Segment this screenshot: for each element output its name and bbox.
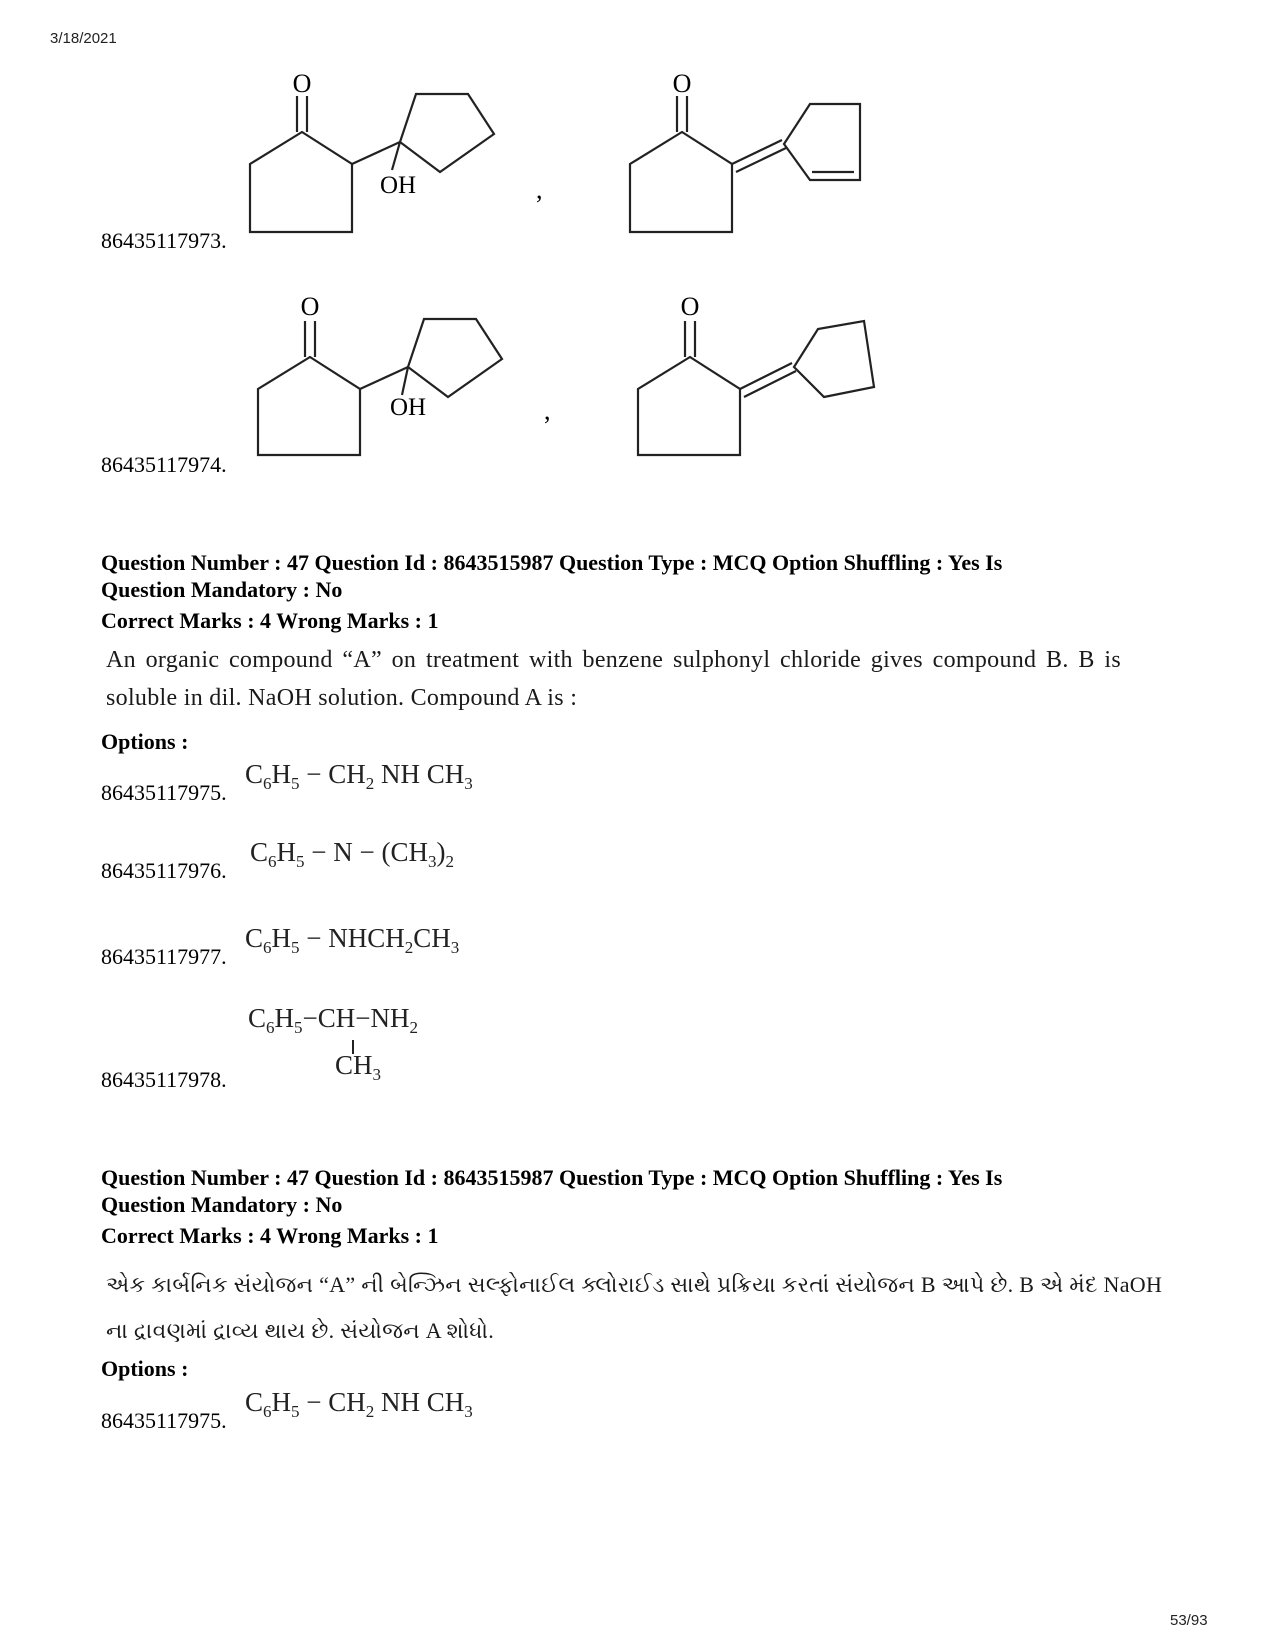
option-formula-branch: $CH_3$ <box>335 1050 382 1084</box>
cyclopentene-ring <box>784 104 860 180</box>
question-meta-line: Question Number : 47 Question Id : 8643515987 Question Type : MCQ Option Shuffling : Yes Is <box>101 550 1003 575</box>
option-id: 86435117974. <box>101 452 227 477</box>
option-formula: $C_6H_5 - CH_2$ NH $CH_3$ <box>245 1387 473 1421</box>
cyclopentyl-ring <box>400 94 494 172</box>
option-formula: $C_6H_5 - N - (CH_3)_2$ <box>250 837 454 871</box>
option-id: 86435117975. <box>101 1408 227 1433</box>
option-id: 86435117977. <box>101 944 227 969</box>
structure-option-86435117974 <box>248 285 908 475</box>
question-text: An organic compound “A” on treatment with benzene sulphonyl chloride gives compound B. B is soluble in dil. NaOH solution. Compound A is : <box>106 647 1121 711</box>
question-text-line: ના દ્રાવણમાં દ્રાવ્ય થાય છે. સંયોજન A શોધો. <box>106 1318 495 1343</box>
option-formula: $C_6H_5 - CH_2$ NH $CH_3$ <box>245 759 473 793</box>
question-marks: Correct Marks : 4 Wrong Marks : 1 <box>101 1223 439 1248</box>
question-text <box>106 1262 1186 1354</box>
question-marks: Correct Marks : 4 Wrong Marks : 1 <box>101 608 439 633</box>
option-formula: $C_6H_5-CH-NH_2$ <box>248 1003 418 1037</box>
option-id: 86435117976. <box>101 858 227 883</box>
question-meta-line: Question Mandatory : No <box>101 1192 343 1217</box>
question-meta-line: Question Mandatory : No <box>101 577 343 602</box>
structure-option-86435117973 <box>240 60 900 250</box>
question-header <box>101 1164 1181 1218</box>
separator-comma: , <box>536 175 543 204</box>
question-meta-line: Question Number : 47 Question Id : 8643515987 Question Type : MCQ Option Shuffling : Yes Is <box>101 1165 1003 1190</box>
carbonyl-oxygen-label: O <box>672 69 692 98</box>
hydroxyl-label: OH <box>390 394 427 421</box>
carbonyl-oxygen-label: O <box>680 292 700 321</box>
option-formula: $C_6H_5$ − $NHCH_2CH_3$ <box>245 923 460 957</box>
hydroxyl-label: OH <box>380 172 417 199</box>
carbonyl-oxygen-label: O <box>300 292 320 321</box>
separator-comma: , <box>544 396 551 425</box>
option-id: 86435117975. <box>101 780 227 805</box>
options-label: Options : <box>101 729 189 754</box>
page-number: 53/93 <box>1170 1612 1208 1629</box>
options-label: Options : <box>101 1356 189 1381</box>
carbonyl-oxygen-label: O <box>292 69 312 98</box>
cyclopentylidene-ring <box>794 321 874 397</box>
question-text-line: એક કાર્બનિક સંયોજન “A” ની બેન્ઝિન સલ્ફોનાઈલ ક્લોરાઈડ સાથે પ્રક્રિયા કરતાં સંયોજન B આપે છે. B એ મંદ NaOH <box>106 1272 1163 1297</box>
option-id: 86435117978. <box>101 1067 227 1092</box>
cyclohexanone-ring <box>250 132 352 232</box>
question-header <box>101 549 1181 603</box>
print-date: 3/18/2021 <box>50 30 117 47</box>
option-id: 86435117973. <box>101 228 227 253</box>
